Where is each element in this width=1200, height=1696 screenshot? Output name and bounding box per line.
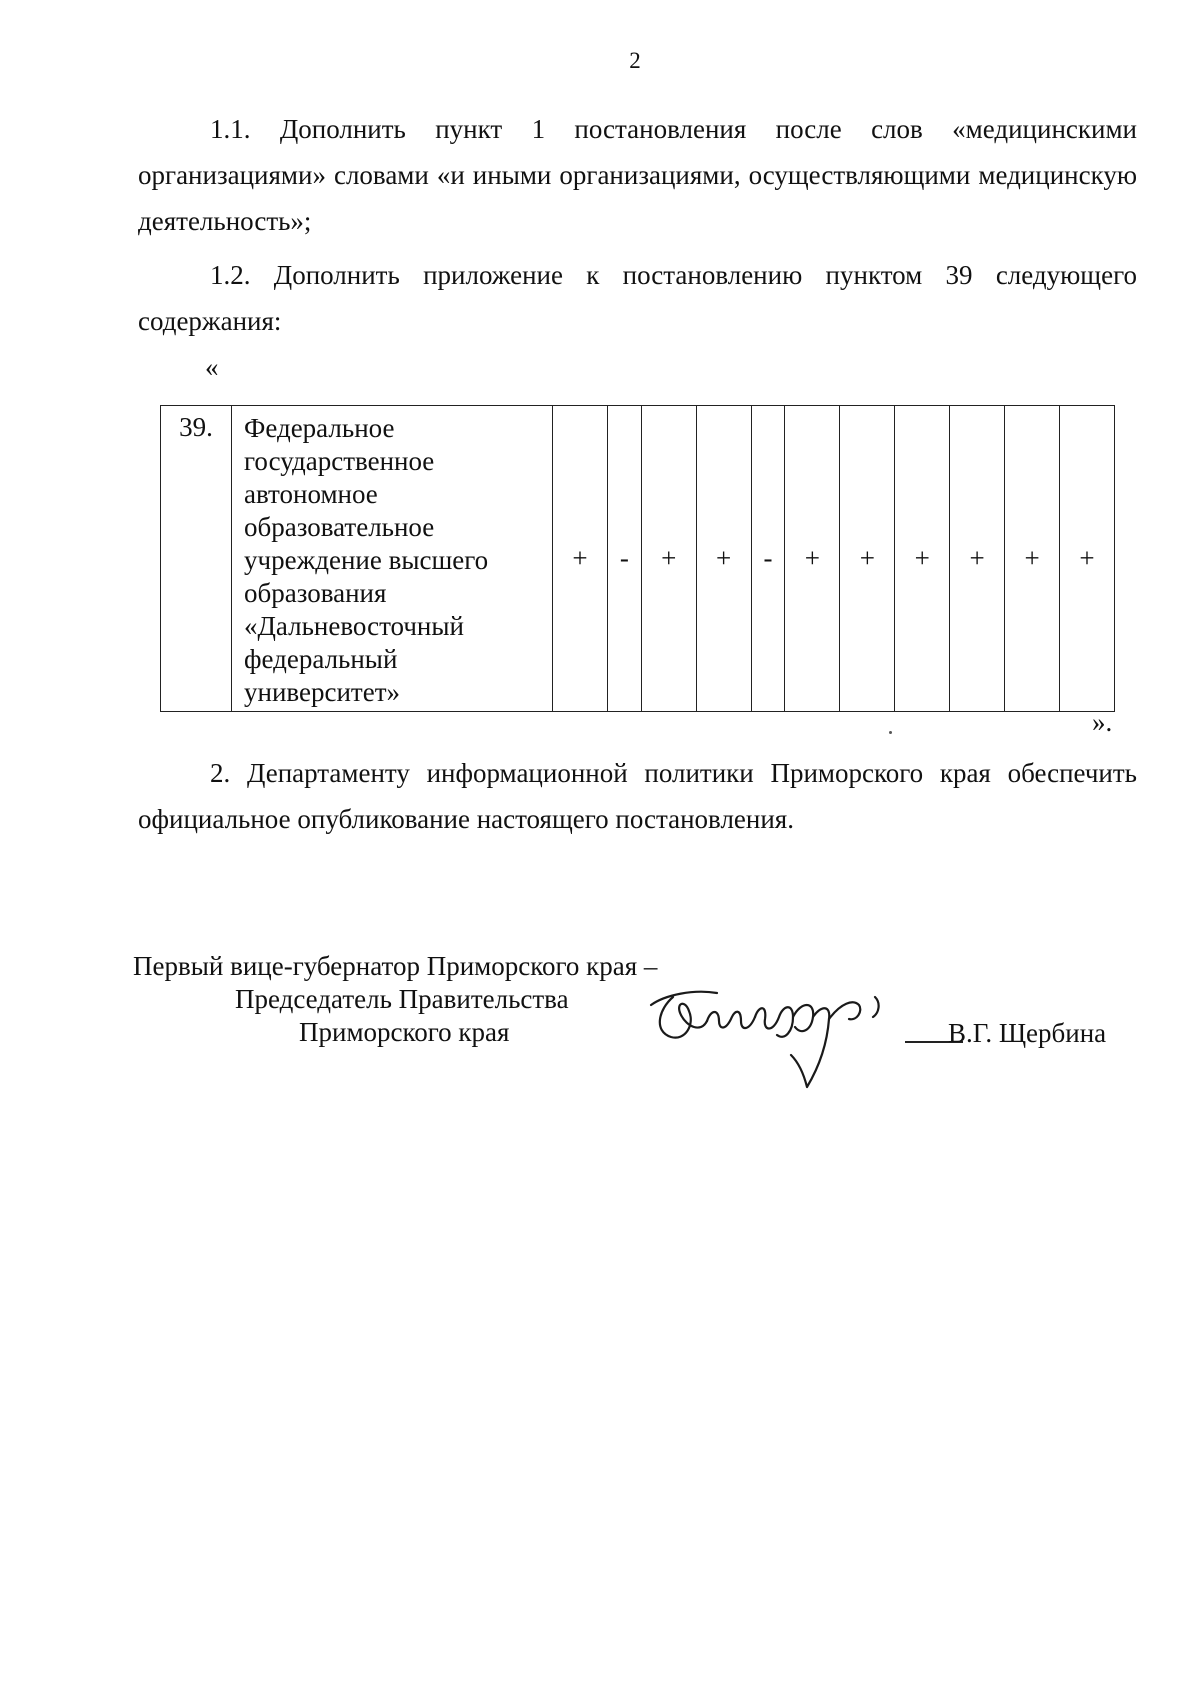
mark-cell-5: - [751, 406, 785, 712]
name-line: «Дальневосточный [244, 611, 464, 641]
mark-cell-4: + [696, 406, 751, 712]
paragraph-2-text: 2. Департаменту информационной политики Приморского края обеспечить официальное опубликование настоящего постановления. [138, 758, 1137, 834]
name-line: автономное [244, 479, 378, 509]
organization-name-cell [232, 406, 553, 712]
name-line: образовательное [244, 512, 435, 542]
signer-name: В.Г. Щербина [948, 1018, 1107, 1048]
name-line: образования [244, 578, 387, 608]
mark-cell-1: + [553, 406, 608, 712]
paragraph-2 [138, 750, 1137, 842]
table-opening-quote: « [205, 352, 219, 382]
mark-cell-3: + [641, 406, 696, 712]
signatory-title-line-2: Председатель Правительства [235, 984, 569, 1014]
table-closing-quote: ». [1092, 707, 1113, 737]
row-number-cell: 39. [161, 406, 232, 712]
mark-cell-10: + [1005, 406, 1060, 712]
name-line: университет» [244, 677, 400, 707]
paragraph-1-1 [138, 106, 1137, 244]
mark-cell-9: + [950, 406, 1005, 712]
name-line: государственное [244, 446, 435, 476]
signatory-title-line-3: Приморского края [299, 1017, 510, 1047]
mark-cell-2: - [607, 406, 641, 712]
name-line: федеральный [244, 644, 398, 674]
mark-cell-8: + [895, 406, 950, 712]
handwritten-signature [645, 975, 905, 1095]
mark-cell-6: + [785, 406, 840, 712]
signatory-title-line-1: Первый вице-губернатор Приморского края – [133, 951, 658, 981]
paragraph-1-2-text: 1.2. Дополнить приложение к постановлению пунктом 39 следующего содержания: [138, 260, 1137, 336]
name-line: Федеральное [244, 413, 395, 443]
name-line: учреждение высшего [244, 545, 489, 575]
table-row [161, 406, 1115, 712]
stray-dot [889, 731, 892, 734]
mark-cell-7: + [840, 406, 895, 712]
paragraph-1-2 [138, 252, 1137, 344]
signatory-title [133, 950, 657, 1049]
paragraph-1-1-text: 1.1. Дополнить пункт 1 постановления после слов «медицинскими организациями» словами «и иными организациями, осуществляющими медицинскую деятельность»; [138, 114, 1137, 236]
appendix-table [160, 405, 1115, 712]
page-number: 2 [629, 48, 641, 73]
mark-cell-11: + [1060, 406, 1115, 712]
